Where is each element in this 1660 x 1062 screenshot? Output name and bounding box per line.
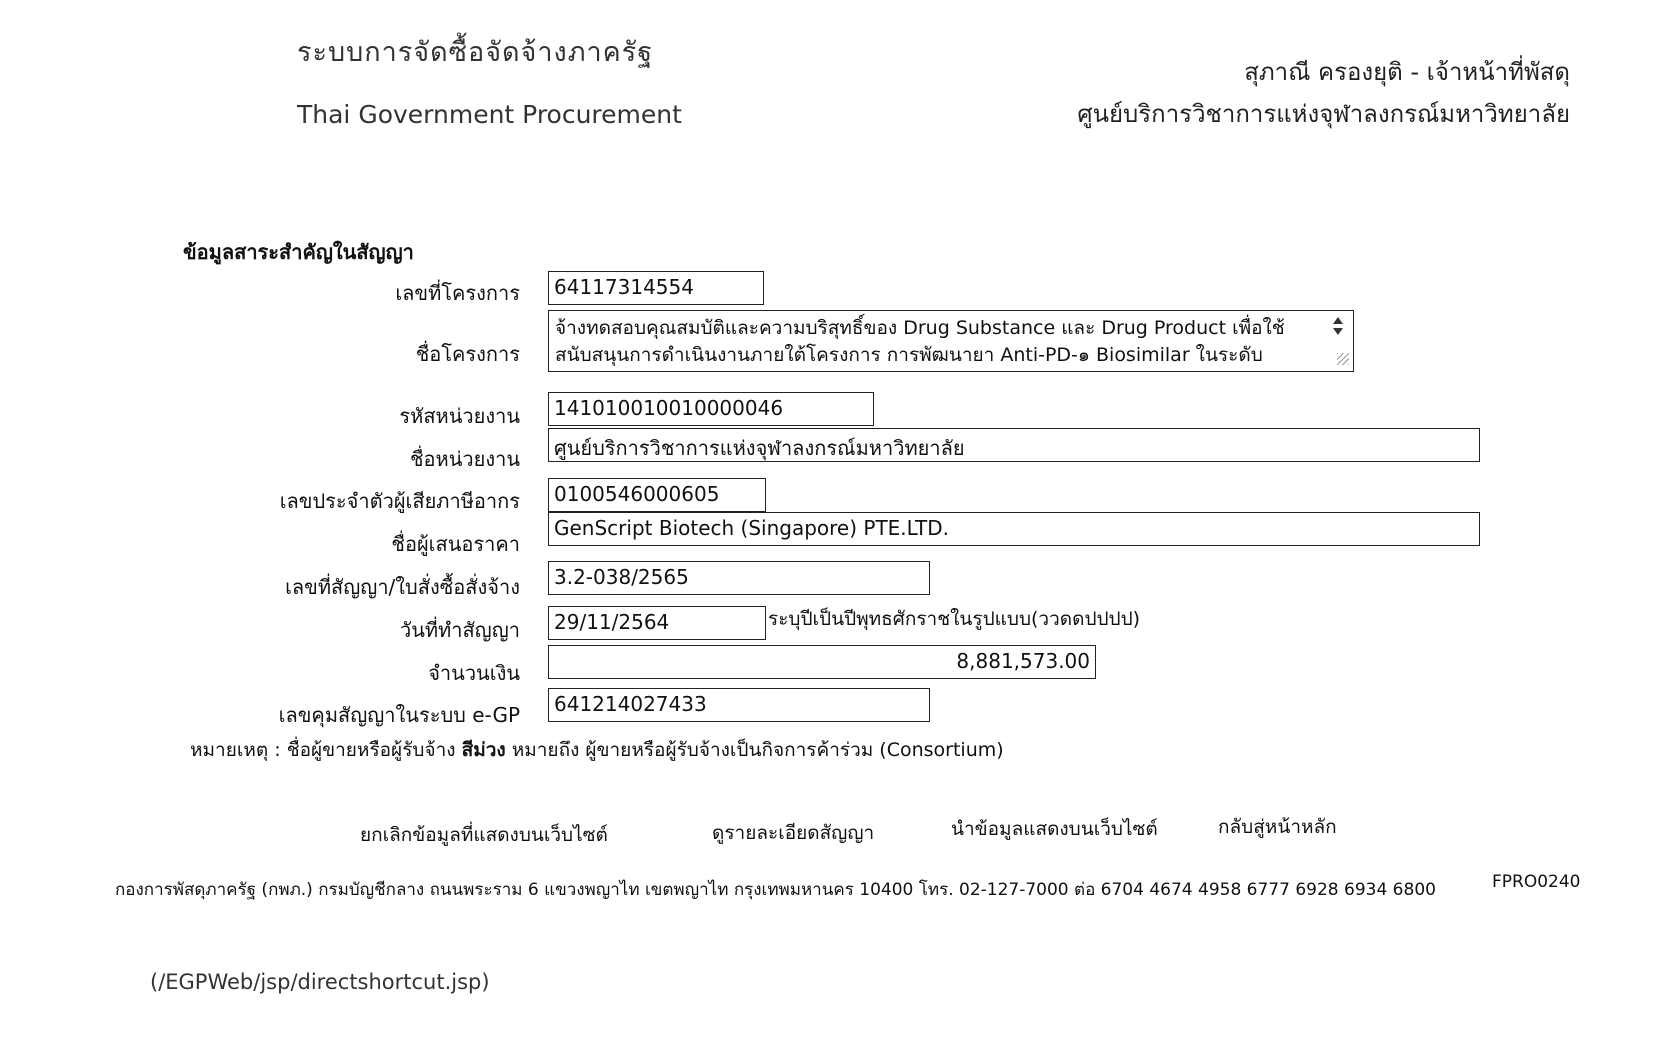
amount-field[interactable]: 8,881,573.00 [548,645,1096,679]
user-name: สุภาณี ครองยุติ - เจ้าหน้าที่พัสดุ [1244,58,1570,86]
unit-name-field[interactable]: ศูนย์บริการวิชาการแห่งจุฬาลงกรณ์มหาวิทยาลัย [548,428,1480,462]
tax-id-field[interactable]: 0100546000605 [548,478,766,512]
project-name-label: ชื่อโครงการ [415,342,520,366]
project-name-text: จ้างทดสอบคุณสมบัติและความบริสุทธิ์ของ Drug Substance และ Drug Product เพื่อใช้สนับสนุนการดำเนินงานภายใต้โครงการ การพัฒนายา Anti-PD-๑ Biosimilar ในระดับ [555,317,1285,366]
tax-id-label: เลขประจำตัวผู้เสียภาษีอากร [279,489,520,513]
unit-name-label: ชื่อหน่วยงาน [409,447,520,471]
page-code: FPRO0240 [1492,872,1581,892]
system-name: ระบบการจัดซื้อจัดจ้างภาครัฐ [297,37,654,68]
egp-no-label: เลขคุมสัญญาในระบบ e-GP [278,703,520,727]
scroll-down-icon[interactable] [1333,328,1343,335]
remark-highlight: สีม่วง [461,739,506,761]
contract-date-label: วันที่ทำสัญญา [399,618,520,642]
unit-code-field[interactable]: 141010010010000046 [548,392,874,426]
contract-no-field[interactable]: 3.2-038/2565 [548,561,930,595]
unit-code-label: รหัสหน่วยงาน [399,404,520,428]
remark-suffix: หมายถึง ผู้ขายหรือผู้รับจ้างเป็นกิจการค้าร่วม (Consortium) [511,739,1004,761]
remark-prefix: หมายเหตุ : ชื่อผู้ขายหรือผู้รับจ้าง [190,739,456,761]
egp-no-field[interactable]: 641214027433 [548,688,930,722]
amount-label: จำนวนเงิน [428,661,520,685]
footer-address: กองการพัสดุภาครัฐ (กพภ.) กรมบัญชีกลาง ถนนพระราม 6 แขวงพญาไท เขตพญาไท กรุงเทพมหานคร 10400 โทร. 02-127-7000 ต่อ 6704 4674 4958 6777 6928 6934 6800 [115,880,1436,900]
cancel-publish-button[interactable]: ยกเลิกข้อมูลที่แสดงบนเว็บไซต์ [360,824,608,846]
user-organization: ศูนย์บริการวิชาการแห่งจุฬาลงกรณ์มหาวิทยาลัย [1077,100,1570,128]
publish-button[interactable]: นำข้อมูลแสดงบนเว็บไซต์ [951,818,1158,840]
resize-grip-icon[interactable] [1337,353,1349,365]
bidder-name-field[interactable]: GenScript Biotech (Singapore) PTE.LTD. [548,512,1480,546]
system-subtitle: Thai Government Procurement [297,100,682,129]
page-url: (/EGPWeb/jsp/directshortcut.jsp) [150,970,490,994]
textarea-scroll[interactable] [1327,315,1349,365]
date-format-hint: ระบุปีเป็นปีพุทธศักราชในรูปแบบ(ววดดปปปป) [768,608,1141,630]
project-no-label: เลขที่โครงการ [395,281,520,305]
bidder-name-label: ชื่อผู้เสนอราคา [391,532,520,556]
project-no-field[interactable]: 64117314554 [548,271,764,305]
project-name-textarea[interactable] [548,310,1354,372]
contract-date-field[interactable]: 29/11/2564 [548,606,766,640]
home-button[interactable]: กลับสู่หน้าหลัก [1218,816,1337,838]
remark-note [190,735,1004,765]
contract-no-label: เลขที่สัญญา/ใบสั่งซื้อสั่งจ้าง [285,575,520,599]
section-title: ข้อมูลสาระสำคัญในสัญญา [183,240,414,264]
scroll-up-icon[interactable] [1333,317,1343,324]
view-contract-button[interactable]: ดูรายละเอียดสัญญา [712,822,875,844]
